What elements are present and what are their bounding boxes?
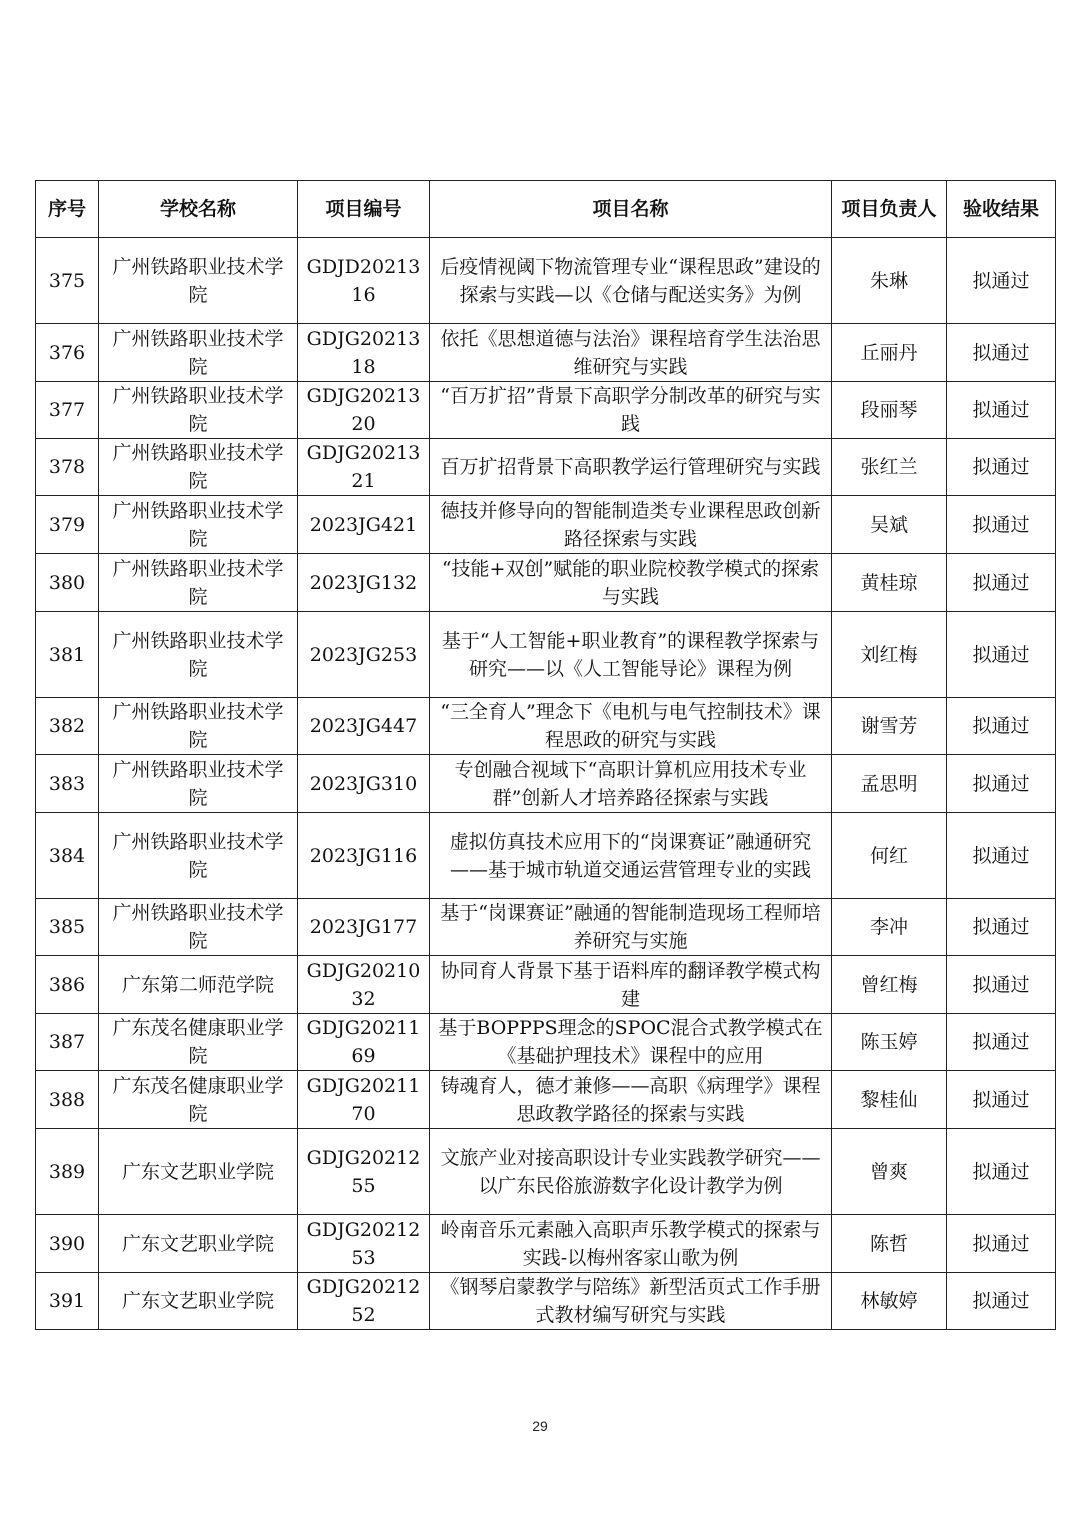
table-row: [36, 1129, 1056, 1215]
cell-code: GDJG2021255: [298, 1129, 430, 1215]
cell-result: 拟通过: [947, 956, 1056, 1014]
header-row: [36, 181, 1056, 238]
cell-school: 广东茂名健康职业学院: [99, 1071, 298, 1129]
cell-leader: 陈哲: [832, 1215, 947, 1273]
cell-index: 385: [36, 899, 99, 956]
cell-school: 广州铁路职业技术学院: [99, 813, 298, 899]
cell-code: GDJG2021032: [298, 956, 430, 1014]
cell-school: 广州铁路职业技术学院: [99, 439, 298, 496]
cell-code: GDJG2021320: [298, 382, 430, 439]
cell-project-name: 岭南音乐元素融入高职声乐教学模式的探索与实践-以梅州客家山歌为例: [430, 1215, 832, 1273]
cell-result: 拟通过: [947, 899, 1056, 956]
table-row: [36, 439, 1056, 496]
cell-project-name: 协同育人背景下基于语料库的翻译教学模式构建: [430, 956, 832, 1014]
cell-result: 拟通过: [947, 439, 1056, 496]
cell-school: 广州铁路职业技术学院: [99, 382, 298, 439]
table-row: [36, 324, 1056, 382]
cell-school: 广州铁路职业技术学院: [99, 698, 298, 755]
cell-code: 2023JG132: [298, 554, 430, 612]
cell-result: 拟通过: [947, 755, 1056, 813]
cell-result: 拟通过: [947, 554, 1056, 612]
cell-school: 广东文艺职业学院: [99, 1215, 298, 1273]
cell-index: 390: [36, 1215, 99, 1273]
cell-index: 391: [36, 1273, 99, 1330]
header-project-name: 项目名称: [430, 181, 832, 238]
cell-project-name: 铸魂育人，德才兼修——高职《病理学》课程思政教学路径的探索与实践: [430, 1071, 832, 1129]
cell-index: 379: [36, 496, 99, 554]
cell-index: 387: [36, 1014, 99, 1071]
cell-leader: 谢雪芳: [832, 698, 947, 755]
cell-leader: 林敏婷: [832, 1273, 947, 1330]
table-row: [36, 496, 1056, 554]
cell-project-name: “百万扩招”背景下高职学分制改革的研究与实践: [430, 382, 832, 439]
table-row: [36, 698, 1056, 755]
table-row: [36, 755, 1056, 813]
cell-result: 拟通过: [947, 813, 1056, 899]
cell-project-name: “三全育人”理念下《电机与电气控制技术》课程思政的研究与实践: [430, 698, 832, 755]
table-row: [36, 813, 1056, 899]
header-index: 序号: [36, 181, 99, 238]
cell-project-name: 基于BOPPPS理念的SPOC混合式教学模式在《基础护理技术》课程中的应用: [430, 1014, 832, 1071]
cell-school: 广东文艺职业学院: [99, 1273, 298, 1330]
cell-index: 378: [36, 439, 99, 496]
table-row: [36, 899, 1056, 956]
cell-index: 376: [36, 324, 99, 382]
cell-code: 2023JG116: [298, 813, 430, 899]
cell-leader: 黎桂仙: [832, 1071, 947, 1129]
cell-result: 拟通过: [947, 698, 1056, 755]
cell-code: 2023JG421: [298, 496, 430, 554]
cell-school: 广州铁路职业技术学院: [99, 612, 298, 698]
header-school: 学校名称: [99, 181, 298, 238]
cell-code: GDJD2021316: [298, 238, 430, 324]
cell-result: 拟通过: [947, 238, 1056, 324]
cell-code: GDJG2021252: [298, 1273, 430, 1330]
cell-school: 广东文艺职业学院: [99, 1129, 298, 1215]
cell-leader: 曾爽: [832, 1129, 947, 1215]
cell-index: 386: [36, 956, 99, 1014]
table-body: [36, 238, 1056, 1330]
page-number: 29: [532, 1418, 548, 1434]
table-row: [36, 612, 1056, 698]
cell-result: 拟通过: [947, 1071, 1056, 1129]
cell-code: GDJG2021321: [298, 439, 430, 496]
cell-leader: 何红: [832, 813, 947, 899]
table-header: [36, 181, 1056, 238]
cell-school: 广东第二师范学院: [99, 956, 298, 1014]
cell-code: GDJG2021170: [298, 1071, 430, 1129]
cell-result: 拟通过: [947, 496, 1056, 554]
cell-school: 广州铁路职业技术学院: [99, 324, 298, 382]
cell-index: 383: [36, 755, 99, 813]
cell-project-name: 百万扩招背景下高职教学运行管理研究与实践: [430, 439, 832, 496]
cell-index: 375: [36, 238, 99, 324]
cell-code: GDJG2021318: [298, 324, 430, 382]
cell-school: 广东茂名健康职业学院: [99, 1014, 298, 1071]
cell-leader: 朱琳: [832, 238, 947, 324]
cell-school: 广州铁路职业技术学院: [99, 496, 298, 554]
table-row: [36, 956, 1056, 1014]
cell-leader: 张红兰: [832, 439, 947, 496]
table-row: [36, 1014, 1056, 1071]
cell-leader: 曾红梅: [832, 956, 947, 1014]
project-acceptance-table: [35, 180, 1056, 1330]
table-row: [36, 382, 1056, 439]
cell-project-name: “技能+双创”赋能的职业院校教学模式的探索与实践: [430, 554, 832, 612]
cell-code: GDJG2021253: [298, 1215, 430, 1273]
cell-index: 381: [36, 612, 99, 698]
cell-project-name: 后疫情视阈下物流管理专业“课程思政”建设的探索与实践—以《仓储与配送实务》为例: [430, 238, 832, 324]
cell-project-name: 基于“岗课赛证”融通的智能制造现场工程师培养研究与实施: [430, 899, 832, 956]
table-row: [36, 554, 1056, 612]
table-row: [36, 1273, 1056, 1330]
cell-leader: 吴斌: [832, 496, 947, 554]
cell-code: 2023JG253: [298, 612, 430, 698]
cell-leader: 孟思明: [832, 755, 947, 813]
cell-school: 广州铁路职业技术学院: [99, 554, 298, 612]
cell-leader: 陈玉婷: [832, 1014, 947, 1071]
cell-index: 382: [36, 698, 99, 755]
cell-school: 广州铁路职业技术学院: [99, 238, 298, 324]
cell-leader: 丘丽丹: [832, 324, 947, 382]
cell-index: 380: [36, 554, 99, 612]
cell-leader: 段丽琴: [832, 382, 947, 439]
cell-leader: 刘红梅: [832, 612, 947, 698]
header-code: 项目编号: [298, 181, 430, 238]
cell-project-name: 德技并修导向的智能制造类专业课程思政创新路径探索与实践: [430, 496, 832, 554]
cell-result: 拟通过: [947, 1129, 1056, 1215]
cell-project-name: 依托《思想道德与法治》课程培育学生法治思维研究与实践: [430, 324, 832, 382]
cell-code: 2023JG447: [298, 698, 430, 755]
header-result: 验收结果: [947, 181, 1056, 238]
table-row: [36, 1215, 1056, 1273]
cell-project-name: 《钢琴启蒙教学与陪练》新型活页式工作手册式教材编写研究与实践: [430, 1273, 832, 1330]
cell-index: 389: [36, 1129, 99, 1215]
cell-index: 384: [36, 813, 99, 899]
cell-school: 广州铁路职业技术学院: [99, 899, 298, 956]
cell-result: 拟通过: [947, 382, 1056, 439]
cell-project-name: 基于“人工智能+职业教育”的课程教学探索与研究——以《人工智能导论》课程为例: [430, 612, 832, 698]
table-row: [36, 238, 1056, 324]
cell-result: 拟通过: [947, 1273, 1056, 1330]
header-leader: 项目负责人: [832, 181, 947, 238]
cell-school: 广州铁路职业技术学院: [99, 755, 298, 813]
cell-result: 拟通过: [947, 612, 1056, 698]
cell-leader: 李冲: [832, 899, 947, 956]
cell-project-name: 文旅产业对接高职设计专业实践教学研究——以广东民俗旅游数字化设计教学为例: [430, 1129, 832, 1215]
cell-result: 拟通过: [947, 324, 1056, 382]
cell-leader: 黄桂琼: [832, 554, 947, 612]
cell-result: 拟通过: [947, 1215, 1056, 1273]
cell-code: GDJG2021169: [298, 1014, 430, 1071]
cell-index: 377: [36, 382, 99, 439]
cell-result: 拟通过: [947, 1014, 1056, 1071]
cell-project-name: 虚拟仿真技术应用下的“岗课赛证”融通研究——基于城市轨道交通运营管理专业的实践: [430, 813, 832, 899]
cell-code: 2023JG177: [298, 899, 430, 956]
cell-code: 2023JG310: [298, 755, 430, 813]
table-row: [36, 1071, 1056, 1129]
cell-project-name: 专创融合视域下“高职计算机应用技术专业群”创新人才培养路径探索与实践: [430, 755, 832, 813]
cell-index: 388: [36, 1071, 99, 1129]
